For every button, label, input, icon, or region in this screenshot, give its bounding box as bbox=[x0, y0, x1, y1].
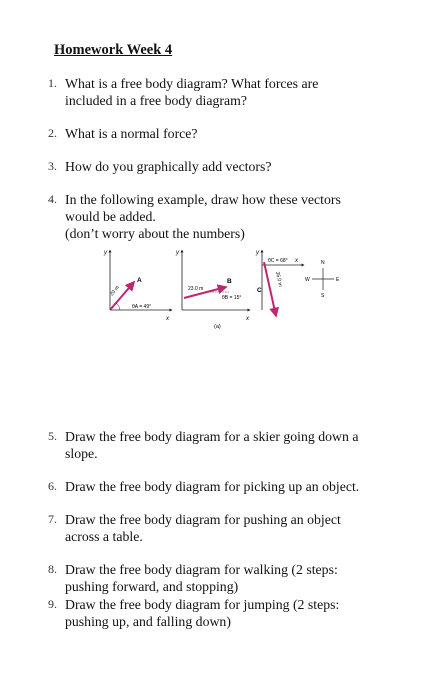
panel-vector-c bbox=[255, 250, 304, 316]
vector-b-angle: θB = 15° bbox=[222, 295, 242, 301]
compass-east: E bbox=[336, 277, 340, 283]
question-line: What is a free body diagram? What forces are bbox=[65, 76, 319, 91]
question-text bbox=[65, 428, 410, 462]
vector-c-magnitude: 35.0 m bbox=[274, 271, 284, 288]
x-axis-label: x bbox=[246, 316, 249, 322]
question-number: 7. bbox=[48, 512, 57, 526]
question-line: Draw the free body diagram for a skier going down a bbox=[65, 429, 359, 444]
question-1 bbox=[48, 75, 408, 109]
question-line: How do you graphically add vectors? bbox=[65, 159, 272, 174]
question-number: 9. bbox=[48, 597, 57, 611]
question-line: In the following example, draw how these vectors bbox=[65, 192, 341, 207]
vector-b-magnitude: 23.0 m bbox=[188, 286, 204, 292]
question-line: across a table. bbox=[65, 529, 143, 544]
question-line: (don’t worry about the numbers) bbox=[65, 226, 245, 241]
vector-c-arrow bbox=[264, 262, 276, 316]
question-text bbox=[65, 125, 410, 142]
vector-b-label: B bbox=[227, 278, 232, 285]
x-axis-label: x bbox=[295, 258, 298, 264]
question-line: Draw the free body diagram for walking (2 steps: bbox=[65, 562, 338, 577]
angle-arc-a bbox=[116, 303, 120, 310]
question-line: pushing forward, and stopping) bbox=[65, 579, 239, 594]
question-text bbox=[65, 75, 410, 109]
question-text bbox=[65, 511, 410, 545]
question-number: 8. bbox=[48, 562, 57, 576]
question-number: 2. bbox=[48, 126, 57, 140]
y-axis-label: y bbox=[176, 250, 179, 256]
compass-north: N bbox=[321, 260, 325, 266]
question-text bbox=[65, 561, 410, 595]
question-text bbox=[65, 191, 410, 242]
question-number: 6. bbox=[48, 479, 57, 493]
question-number: 3. bbox=[48, 159, 57, 173]
compass-rose bbox=[305, 260, 340, 299]
question-line: Draw the free body diagram for pushing an object bbox=[65, 512, 341, 527]
vector-figure bbox=[90, 242, 360, 332]
page-title: Homework Week 4 bbox=[54, 42, 173, 58]
question-line: included in a free body diagram? bbox=[65, 93, 247, 108]
question-number: 1. bbox=[48, 76, 57, 90]
question-line: Draw the free body diagram for picking up an object. bbox=[65, 479, 360, 494]
question-text bbox=[65, 158, 410, 175]
question-line: Draw the free body diagram for jumping (2 steps: bbox=[65, 597, 340, 612]
vector-a-angle: θA = 49° bbox=[132, 304, 152, 310]
x-axis-label: x bbox=[166, 316, 169, 322]
question-number: 5. bbox=[48, 429, 57, 443]
question-line: What is a normal force? bbox=[65, 126, 198, 141]
panel-vector-a bbox=[103, 250, 172, 322]
vector-a-label: A bbox=[137, 277, 142, 284]
vector-c-label: C bbox=[257, 287, 262, 294]
compass-west: W bbox=[305, 277, 310, 283]
question-line: pushing up, and falling down) bbox=[65, 614, 231, 629]
question-text bbox=[65, 596, 410, 630]
question-line: would be added. bbox=[65, 209, 156, 224]
question-number: 4. bbox=[48, 192, 57, 206]
compass-south: S bbox=[321, 293, 325, 299]
y-axis-label: y bbox=[104, 250, 107, 256]
question-line: slope. bbox=[65, 446, 98, 461]
y-axis-label: y bbox=[256, 250, 259, 256]
vector-c-angle: θC = 68° bbox=[268, 258, 288, 264]
vector-a-magnitude: 20 m bbox=[108, 284, 121, 298]
figure-caption: (a) bbox=[214, 324, 221, 330]
panel-vector-b bbox=[175, 250, 250, 322]
question-text bbox=[65, 478, 410, 495]
